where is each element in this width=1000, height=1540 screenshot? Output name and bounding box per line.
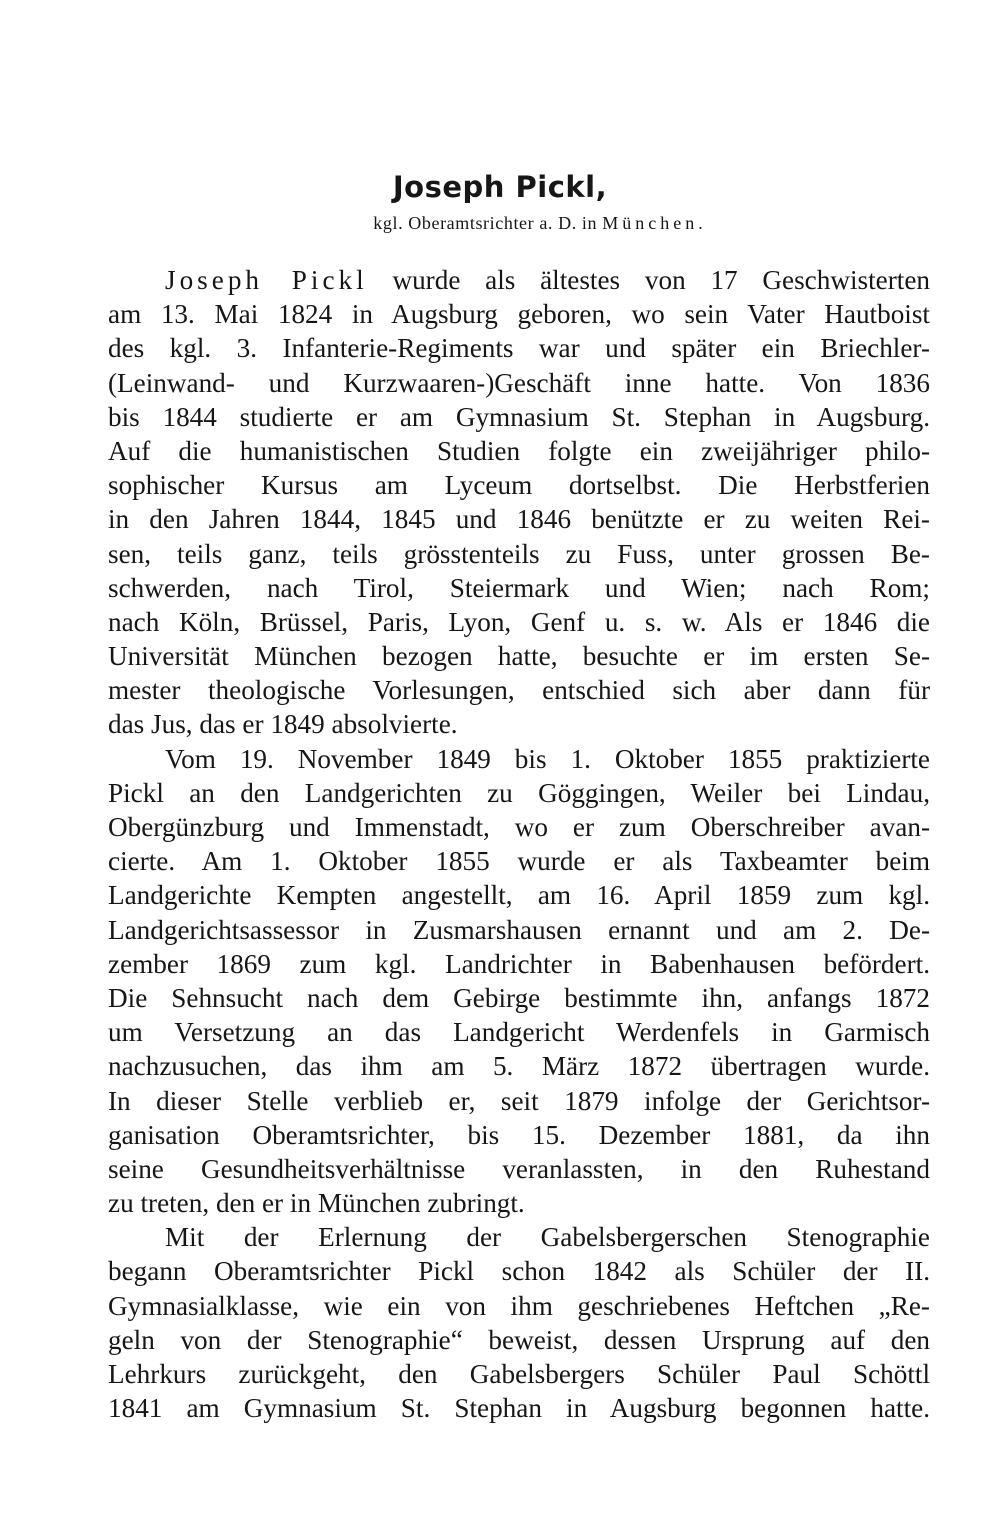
text-line: um Versetzung an das Landgericht Werdenfels in Garmisch bbox=[108, 1017, 930, 1048]
subtitle-role: kgl. Oberamtsrichter a. D. in bbox=[373, 213, 598, 233]
subtitle-place: München. bbox=[602, 213, 707, 233]
text-line: In dieser Stelle verblieb er, seit 1879 infolge der Gerichtsor- bbox=[108, 1085, 930, 1116]
text-line: Landgerichte Kempten angestellt, am 16. April 1859 zum kgl. bbox=[108, 880, 930, 911]
text-line: (Leinwand- und Kurzwaaren-)Geschäft inne hatte. Von 1836 bbox=[108, 367, 930, 398]
page-title: Joseph Pickl, bbox=[392, 170, 608, 204]
text-line: mester theologische Vorlesungen, entschied sich aber dann für bbox=[108, 675, 930, 706]
text-line: am 13. Mai 1824 in Augsburg geboren, wo sein Vater Hautboist bbox=[108, 299, 930, 330]
text-line: cierte. Am 1. Oktober 1855 wurde er als Taxbeamter beim bbox=[108, 846, 930, 877]
text-line: sophischer Kursus am Lyceum dortselbst. Die Herbstferien bbox=[108, 470, 930, 501]
text-line: zu treten, den er in München zubringt. bbox=[108, 1188, 525, 1219]
text-line: nachzusuchen, das ihm am 5. März 1872 übertragen wurde. bbox=[108, 1051, 930, 1082]
text-line: Universität München bezogen hatte, besuchte er im ersten Se- bbox=[108, 641, 930, 672]
text-line: bis 1844 studierte er am Gymnasium St. Stephan in Augsburg. bbox=[108, 401, 930, 432]
paragraph-2 bbox=[108, 742, 930, 1221]
text-line: Lehrkurs zurückgeht, den Gabelsbergers Schüler Paul Schöttl bbox=[108, 1359, 930, 1389]
body-text bbox=[108, 263, 930, 1425]
text-line: in den Jahren 1844, 1845 und 1846 benützte er zu weiten Rei- bbox=[108, 504, 930, 535]
text-line: Pickl an den Landgerichten zu Göggingen, Weiler bei Lindau, bbox=[108, 777, 930, 808]
text-line: geln von der Stenographie“ beweist, dessen Ursprung auf den bbox=[108, 1324, 930, 1355]
text-line: Gymnasialklasse, wie ein von ihm geschriebenes Heftchen „Re- bbox=[108, 1290, 930, 1321]
text-line: zember 1869 zum kgl. Landrichter in Babenhausen befördert. bbox=[108, 948, 930, 979]
text-line: seine Gesundheitsverhältnisse veranlassten, in den Ruhestand bbox=[108, 1153, 930, 1184]
text-line bbox=[108, 263, 930, 297]
paragraph-1 bbox=[108, 263, 930, 742]
text-line: Auf die humanistischen Studien folgte ein zweijähriger philo- bbox=[108, 435, 930, 466]
paragraph-3 bbox=[108, 1220, 930, 1425]
text-line: Obergünzburg und Immenstadt, wo er zum Oberschreiber avan- bbox=[108, 812, 930, 842]
text-line: begann Oberamtsrichter Pickl schon 1842 als Schüler der II. bbox=[108, 1256, 930, 1287]
person-name: Joseph Pickl bbox=[165, 265, 368, 295]
text-line: ganisation Oberamtsrichter, bis 15. Dezember 1881, da ihn bbox=[108, 1119, 930, 1150]
text-line: Landgerichtsassessor in Zusmarshausen ernannt und am 2. De- bbox=[108, 914, 930, 945]
text-line: das Jus, das er 1849 absolvierte. bbox=[108, 709, 458, 740]
text-line: nach Köln, Brüssel, Paris, Lyon, Genf u. s. w. Als er 1846 die bbox=[108, 606, 930, 637]
text-line-rest: wurde als ältestes von 17 Geschwisterten bbox=[367, 265, 930, 295]
text-line: schwerden, nach Tirol, Steiermark und Wien; nach Rom; bbox=[108, 572, 930, 603]
text-line: Mit der Erlernung der Gabelsbergerschen Stenographie bbox=[165, 1222, 930, 1253]
page-subtitle bbox=[0, 213, 1000, 234]
text-line: Vom 19. November 1849 bis 1. Oktober 1855 praktizierte bbox=[165, 743, 930, 774]
text-line: des kgl. 3. Infanterie-Regiments war und später ein Briechler- bbox=[108, 333, 930, 364]
text-line: sen, teils ganz, teils grösstenteils zu Fuss, unter grossen Be- bbox=[108, 538, 930, 569]
text-line: 1841 am Gymnasium St. Stephan in Augsburg begonnen hatte. bbox=[108, 1393, 930, 1424]
text-line: Die Sehnsucht nach dem Gebirge bestimmte ihn, anfangs 1872 bbox=[108, 982, 930, 1013]
